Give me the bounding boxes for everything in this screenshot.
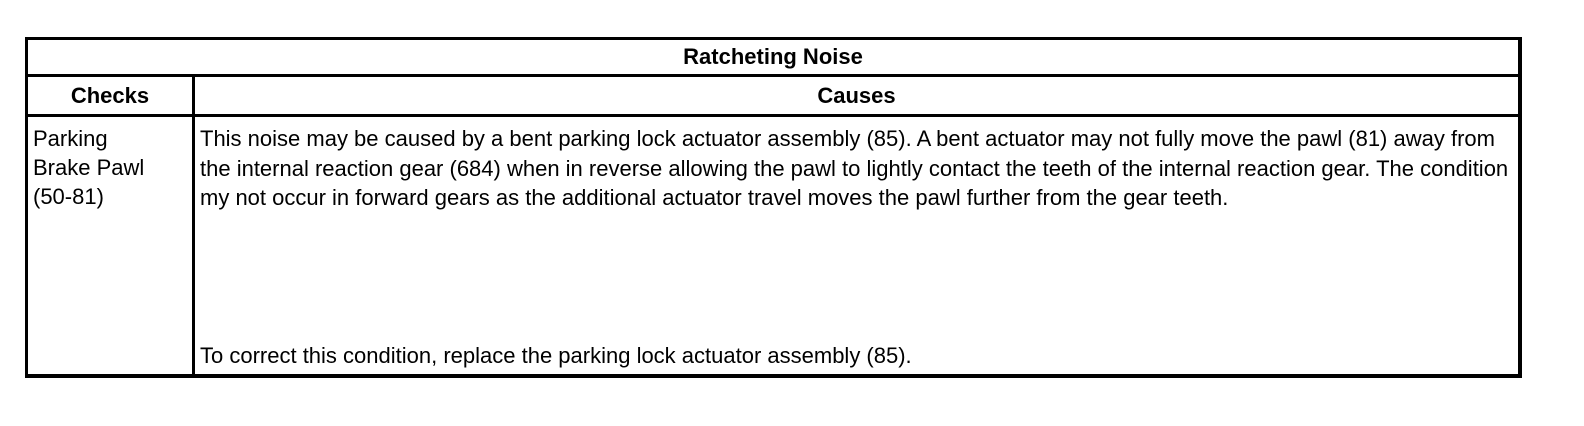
cause-correction: To correct this condition, replace the parking lock actuator assembly (85). — [200, 343, 912, 368]
checks-cell — [33, 124, 188, 211]
checks-line: (50-81) — [33, 184, 104, 209]
cause-description: This noise may be caused by a bent parking lock actuator assembly (85). A bent actuator may not fully move the pawl (81) away from the internal reaction gear (684) when in reverse allowing the pawl to lightly contact the teeth of the internal reaction gear. The condition my not occur in forward gears as the additional actuator travel moves the pawl further from the gear teeth. — [200, 126, 1509, 210]
table-row — [28, 117, 1518, 374]
checks-line: Brake Pawl — [33, 155, 145, 180]
causes-column-header: Causes — [817, 82, 896, 108]
checks-column-header: Checks — [70, 82, 150, 108]
table-header-row — [28, 77, 1518, 117]
checks-line: Parking — [33, 126, 108, 151]
ratcheting-noise-table — [25, 37, 1522, 378]
table-title: Ratcheting Noise — [28, 40, 1518, 77]
